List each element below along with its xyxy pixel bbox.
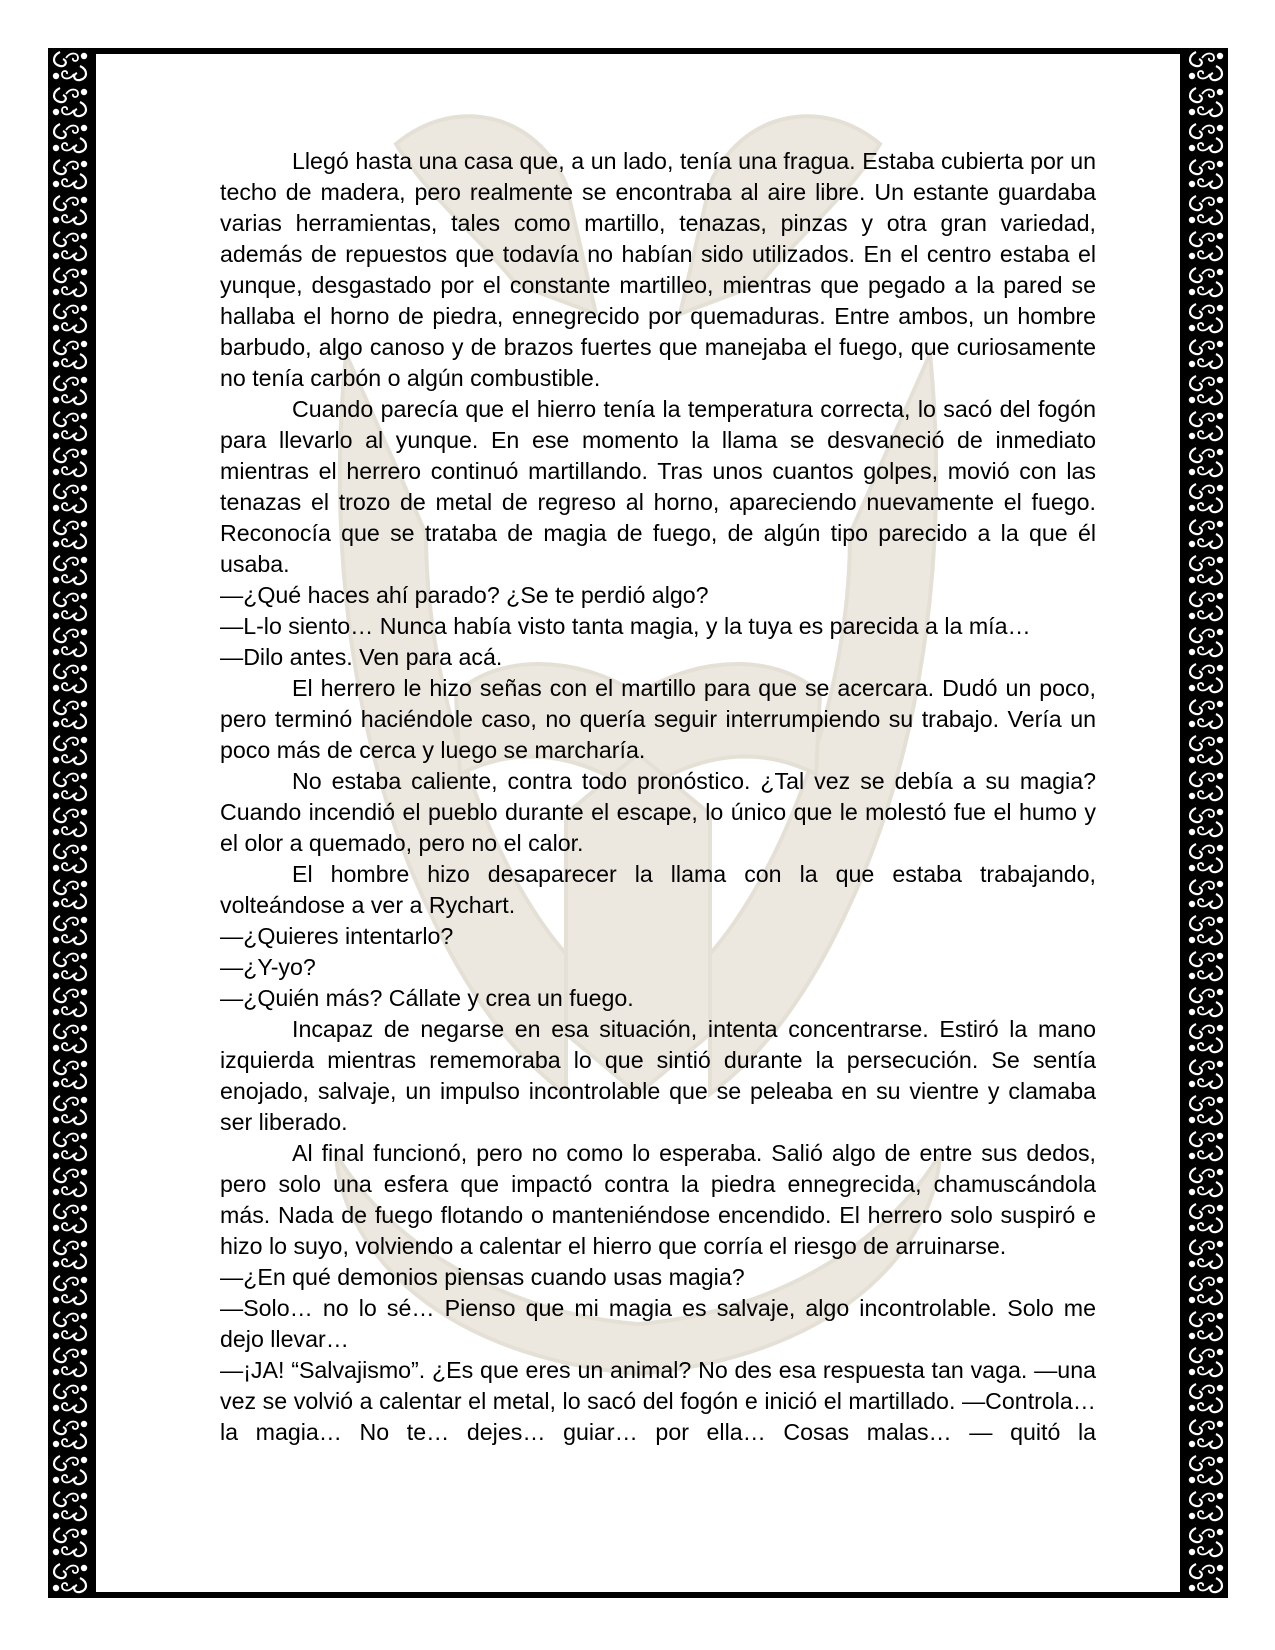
- dialogue-line: —Solo… no lo sé… Pienso que mi magia es salvaje, algo incontrolable. Solo me dejo llevar…: [220, 1295, 1096, 1352]
- paragraph: Incapaz de negarse en esa situación, intenta concentrarse. Estiró la mano izquierda mientras rememoraba lo que sintió durante la persecución. Se sentía enojado, salvaje, un impulso incontrolable que se peleaba en su vientre y clamaba ser liberado.: [220, 1016, 1096, 1135]
- page-frame: [48, 48, 1228, 1598]
- dialogue-line: —Dilo antes. Ven para acá.: [220, 644, 503, 670]
- dialogue-line: —L-lo siento… Nunca había visto tanta magia, y la tuya es parecida a la mía…: [220, 613, 1031, 639]
- paragraph: El hombre hizo desaparecer la llama con la que estaba trabajando, volteándose a ver a Rychart.: [220, 861, 1096, 918]
- dialogue-line: —¿Quién más? Cállate y crea un fuego.: [220, 985, 634, 1011]
- dialogue-line: —¿En qué demonios piensas cuando usas magia?: [220, 1264, 745, 1290]
- dialogue-line: —¿Y-yo?: [220, 954, 316, 980]
- floral-border-icon: [1184, 48, 1228, 1598]
- dialogue-line: —¿Quieres intentarlo?: [220, 923, 454, 949]
- paragraph: Llegó hasta una casa que, a un lado, tenía una fragua. Estaba cubierta por un techo de madera, pero realmente se encontraba al aire libre. Un estante guardaba varias herramientas, tales como martillo, tenazas, pinzas y otra gran variedad, además de repuestos que todavía no habían sido utilizados. En el centro estaba el yunque, desgastado por el constante martilleo, mientras que pegado a la pared se hallaba el horno de piedra, ennegrecido por quemaduras. Entre ambos, un hombre barbudo, algo canoso y de brazos fuertes que manejaba el fuego, que curiosamente no tenía carbón o algún combustible.: [220, 148, 1096, 391]
- document-body: [220, 146, 1096, 1448]
- floral-border-icon: [48, 48, 92, 1598]
- dialogue-line: —¿Qué haces ahí parado? ¿Se te perdió algo?: [220, 582, 709, 608]
- page-content-area: [96, 54, 1180, 1592]
- dialogue-line: —¡JA! “Salvajismo”. ¿Es que eres un animal? No des esa respuesta tan vaga. —una vez se volvió a calentar el metal, lo sacó del fogón e inició el martillado. —Controla… la magia… No te… dejes… guiar… por ella… Cosas malas… — quitó la: [220, 1357, 1096, 1445]
- decorative-border-left: [48, 48, 92, 1598]
- paragraph: Cuando parecía que el hierro tenía la temperatura correcta, lo sacó del fogón para llevarlo al yunque. En ese momento la llama se desvaneció de inmediato mientras el herrero continuó martillando. Tras unos cuantos golpes, movió con las tenazas el trozo de metal de regreso al horno, apareciendo nuevamente el fuego. Reconocía que se trataba de magia de fuego, de algún tipo parecido a la que él usaba.: [220, 396, 1096, 577]
- paragraph: El herrero le hizo señas con el martillo para que se acercara. Dudó un poco, pero terminó haciéndole caso, no quería seguir interrumpiendo su trabajo. Vería un poco más de cerca y luego se marcharía.: [220, 675, 1096, 763]
- paragraph: Al final funcionó, pero no como lo esperaba. Salió algo de entre sus dedos, pero solo una esfera que impactó contra la piedra ennegrecida, chamuscándola más. Nada de fuego flotando o manteniéndose encendido. El herrero solo suspiró e hizo lo suyo, volviendo a calentar el hierro que corría el riesgo de arruinarse.: [220, 1140, 1096, 1259]
- decorative-border-right: [1184, 48, 1228, 1598]
- paragraph: No estaba caliente, contra todo pronóstico. ¿Tal vez se debía a su magia? Cuando incendió el pueblo durante el escape, lo único que le molestó fue el humo y el olor a quemado, pero no el calor.: [220, 768, 1096, 856]
